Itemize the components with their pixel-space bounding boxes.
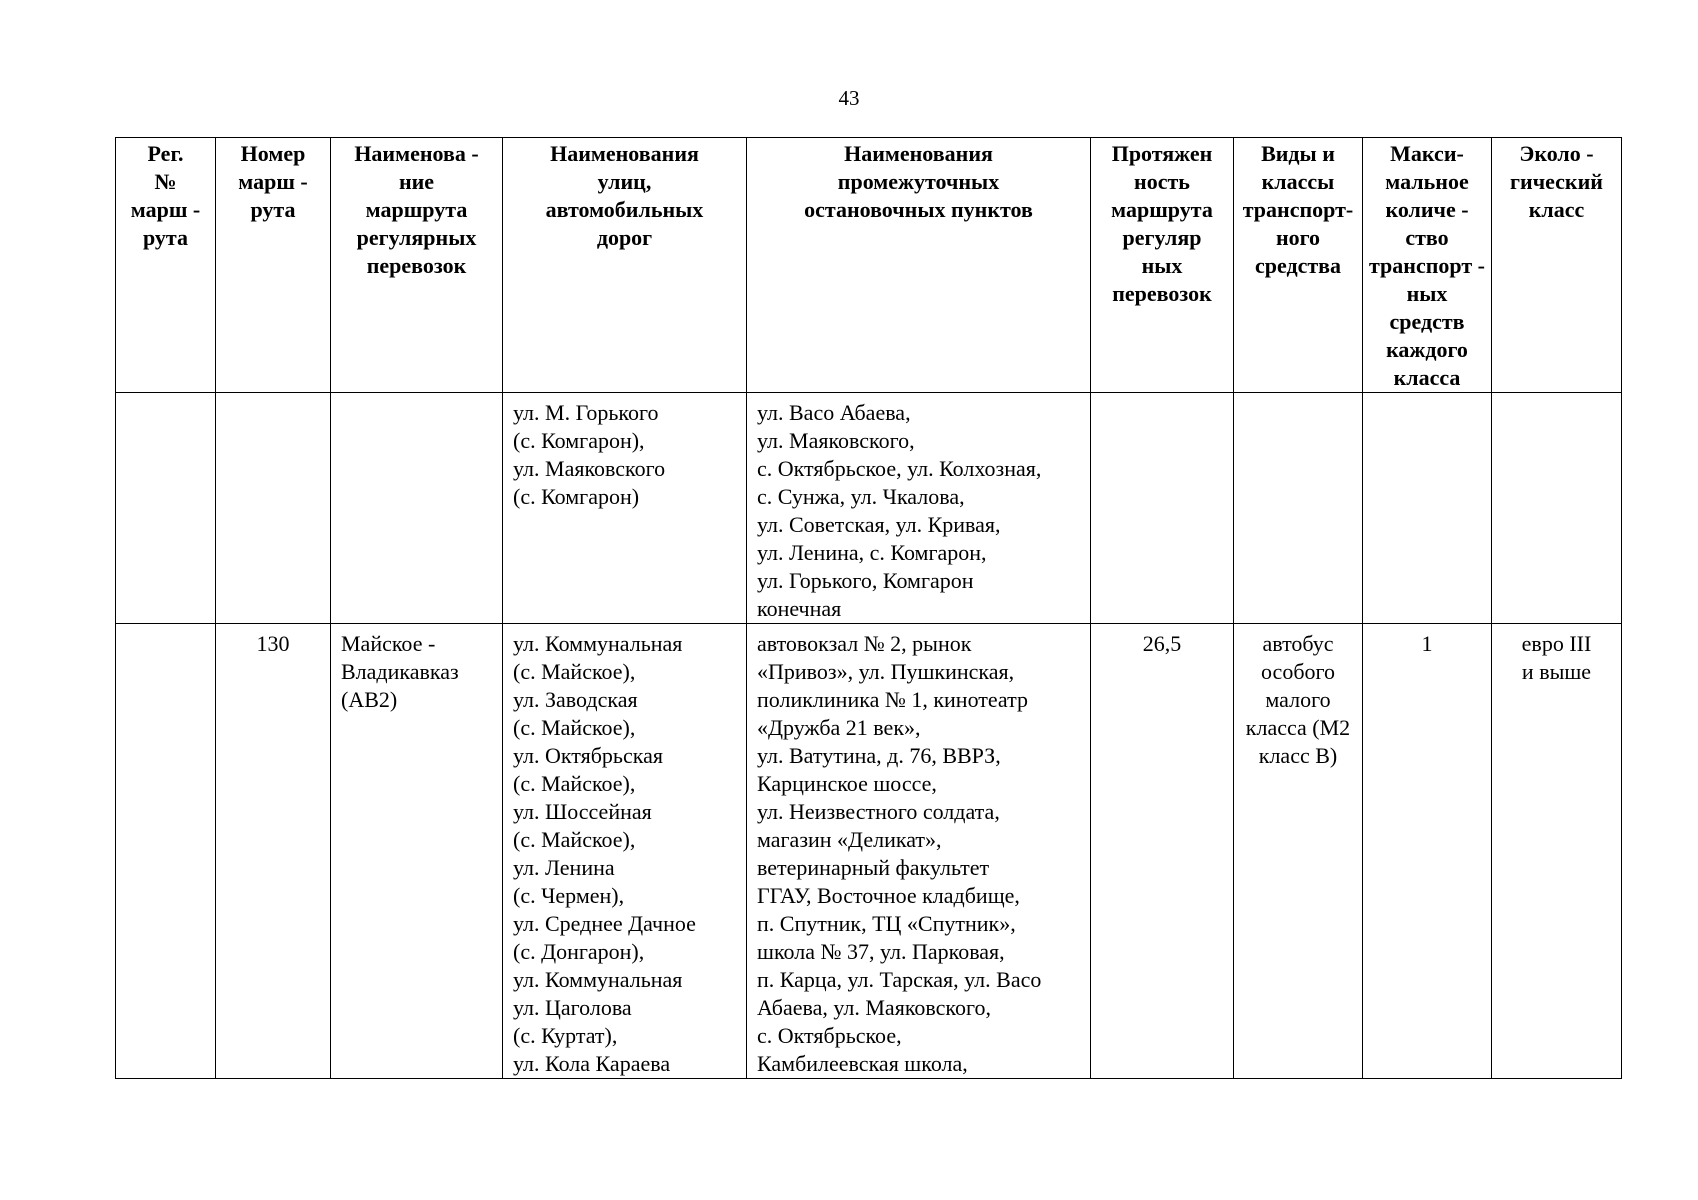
page-number: 43 (838, 86, 860, 110)
cell-route-name (331, 393, 503, 624)
header-reg-number: Рег. № марш - рута (116, 138, 216, 393)
header-stops: Наименования промежуточных остановочных пунктов (747, 138, 1091, 393)
cell-vehicle-class: автобус особого малого класса (М2 класс В) (1234, 624, 1363, 1079)
cell-reg-number (116, 393, 216, 624)
cell-max-count (1363, 393, 1492, 624)
cell-vehicle-class (1234, 393, 1363, 624)
cell-streets: ул. М. Горького (с. Комгарон), ул. Маяковского (с. Комгарон) (503, 393, 747, 624)
cell-route-number (216, 393, 331, 624)
header-route-number: Номер марш - рута (216, 138, 331, 393)
header-vehicle-class: Виды и классы транспорт- ного средства (1234, 138, 1363, 393)
header-streets: Наименования улиц, автомобильных дорог (503, 138, 747, 393)
cell-length (1091, 393, 1234, 624)
cell-stops: ул. Васо Абаева, ул. Маяковского, с. Октябрьское, ул. Колхозная, с. Сунжа, ул. Чкалова, ул. Советская, ул. Кривая, ул. Ленина, с. Комгарон, ул. Горького, Комгарон конечная (747, 393, 1091, 624)
cell-route-name: Майское - Владикавказ (АВ2) (331, 624, 503, 1079)
header-eco-class: Эколо - гический класс (1492, 138, 1622, 393)
cell-streets: ул. Коммунальная (с. Майское), ул. Заводская (с. Майское), ул. Октябрьская (с. Майское), ул. Шоссейная (с. Майское), ул. Ленина (с. Чермен), ул. Среднее Дачное (с. Донгарон), ул. Коммунальная ул. Цаголова (с. Куртат), ул. Кола Караева (503, 624, 747, 1079)
header-route-name: Наименова - ние маршрута регулярных перевозок (331, 138, 503, 393)
table-header-row (116, 138, 1622, 393)
cell-max-count: 1 (1363, 624, 1492, 1079)
cell-reg-number (116, 624, 216, 1079)
table-row (116, 393, 1622, 624)
cell-stops: автовокзал № 2, рынок «Привоз», ул. Пушкинская, поликлиника № 1, кинотеатр «Дружба 21 век», ул. Ватутина, д. 76, ВВРЗ, Карцинское шоссе, ул. Неизвестного солдата, магазин «Деликат», ветеринарный факультет ГГАУ, Восточное кладбище, п. Спутник, ТЦ «Спутник», школа № 37, ул. Парковая, п. Карца, ул. Тарская, ул. Васо Абаева, ул. Маяковского, с. Октябрьское, Камбилеевская школа, (747, 624, 1091, 1079)
cell-eco-class: евро III и выше (1492, 624, 1622, 1079)
table-row (116, 624, 1622, 1079)
cell-route-number: 130 (216, 624, 331, 1079)
routes-table (115, 137, 1622, 1079)
header-max-count: Макси- мальное количе - ство транспорт - ных средств каждого класса (1363, 138, 1492, 393)
cell-eco-class (1492, 393, 1622, 624)
cell-length: 26,5 (1091, 624, 1234, 1079)
header-length: Протяжен ность маршрута регуляр ных перевозок (1091, 138, 1234, 393)
